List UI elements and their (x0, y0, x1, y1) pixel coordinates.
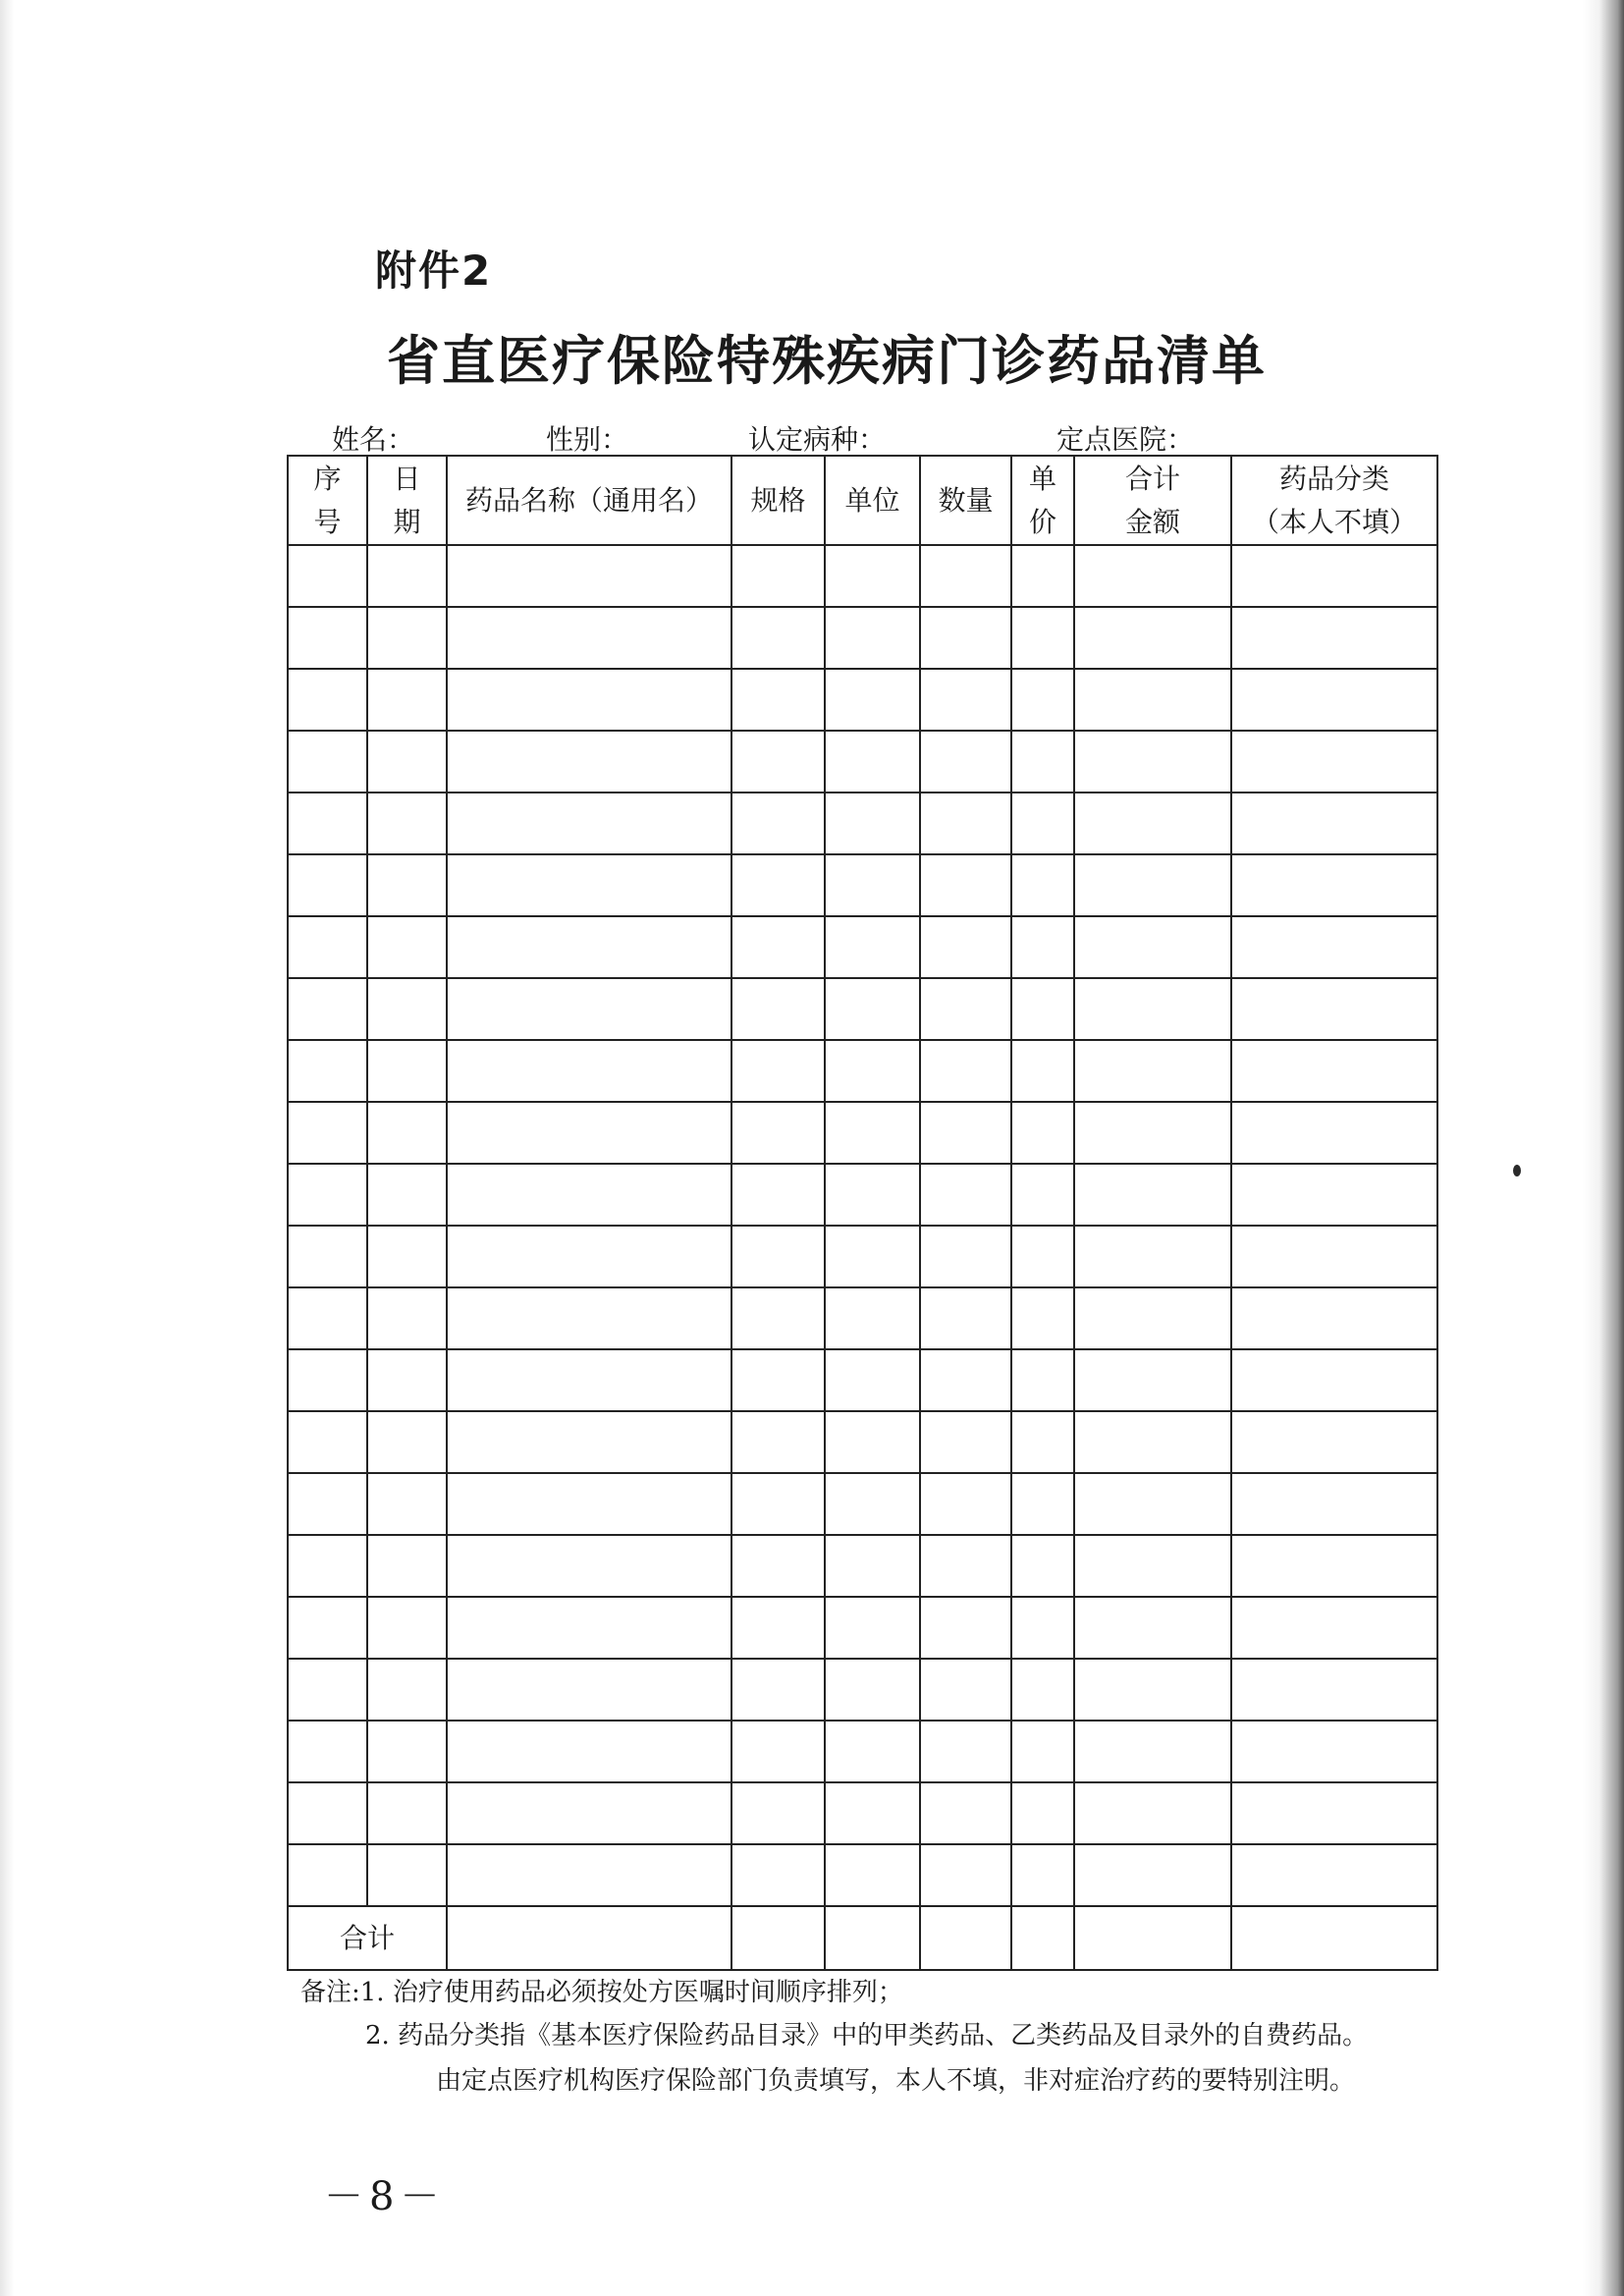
table-cell[interactable] (825, 1287, 920, 1349)
table-cell[interactable] (447, 669, 731, 731)
table-cell[interactable] (288, 1597, 367, 1659)
table-cell[interactable] (825, 854, 920, 916)
table-cell[interactable] (731, 1844, 825, 1906)
table-cell[interactable] (1074, 916, 1231, 978)
table-cell[interactable] (1074, 1535, 1231, 1597)
table-cell[interactable] (1074, 1102, 1231, 1164)
name-label: 姓名： (332, 423, 415, 456)
table-cell[interactable] (825, 1040, 920, 1102)
table-cell[interactable] (288, 1040, 367, 1102)
table-cell[interactable] (288, 916, 367, 978)
table-cell[interactable] (1011, 1287, 1074, 1349)
table-cell[interactable] (1074, 1349, 1231, 1411)
table-cell[interactable] (447, 1659, 731, 1721)
table-cell[interactable] (1074, 1040, 1231, 1102)
table-cell[interactable] (367, 1721, 447, 1782)
table-cell[interactable] (447, 1040, 731, 1102)
table-cell[interactable] (1011, 1411, 1074, 1473)
table-row (288, 1844, 1437, 1906)
table-cell[interactable] (1074, 1287, 1231, 1349)
table-cell[interactable] (288, 978, 367, 1040)
table-cell[interactable] (1231, 978, 1437, 1040)
table-cell[interactable] (731, 978, 825, 1040)
table-cell[interactable] (731, 1349, 825, 1411)
table-cell[interactable] (920, 1287, 1011, 1349)
col-header-drug-category (1231, 456, 1437, 545)
table-cell[interactable] (288, 1535, 367, 1597)
table-cell[interactable] (731, 545, 825, 607)
table-cell[interactable] (1011, 854, 1074, 916)
table-cell[interactable] (920, 607, 1011, 669)
table-cell[interactable] (920, 1164, 1011, 1226)
table-cell[interactable] (447, 916, 731, 978)
table-row (288, 978, 1437, 1040)
table-cell[interactable] (825, 1659, 920, 1721)
table-cell[interactable] (367, 1535, 447, 1597)
scan-speck (1513, 1165, 1521, 1176)
table-cell[interactable] (825, 545, 920, 607)
table-cell[interactable] (367, 916, 447, 978)
table-cell[interactable] (1231, 1102, 1437, 1164)
table-cell[interactable] (367, 1102, 447, 1164)
table-cell[interactable] (825, 916, 920, 978)
table-cell[interactable] (1011, 1721, 1074, 1782)
table-cell[interactable] (447, 545, 731, 607)
col-header-unit-price-line1: 单 (1028, 462, 1056, 495)
table-cell[interactable] (1231, 1287, 1437, 1349)
document-title: 省直医疗保险特殊疾病门诊药品清单 (387, 330, 1267, 392)
table-cell[interactable] (731, 1226, 825, 1287)
table-cell[interactable] (1231, 1411, 1437, 1473)
table-cell[interactable] (1011, 1102, 1074, 1164)
table-cell[interactable] (731, 1287, 825, 1349)
table-cell[interactable] (920, 1473, 1011, 1535)
table-cell[interactable] (367, 1164, 447, 1226)
drug-list-table (287, 455, 1438, 1971)
table-cell[interactable] (447, 1164, 731, 1226)
col-header-total-amount-line1: 合计 (1124, 462, 1180, 495)
table-cell[interactable] (1011, 978, 1074, 1040)
disease-label: 认定病种： (748, 423, 887, 456)
table-cell[interactable] (288, 1226, 367, 1287)
col-header-date (367, 456, 447, 545)
table-cell[interactable] (367, 1349, 447, 1411)
table-cell[interactable] (920, 1535, 1011, 1597)
total-cell[interactable] (825, 1906, 920, 1970)
table-cell[interactable] (367, 545, 447, 607)
table-cell[interactable] (731, 1597, 825, 1659)
note-line-3: 由定点医疗机构医疗保险部门负责填写，本人不填，非对症治疗药的要特别注明。 (436, 2066, 1356, 2096)
table-cell[interactable] (447, 1844, 731, 1906)
table-cell[interactable] (1011, 1164, 1074, 1226)
table-row (288, 1597, 1437, 1659)
table-cell[interactable] (1231, 793, 1437, 854)
attachment-label: 附件2 (375, 246, 493, 295)
table-cell[interactable] (288, 669, 367, 731)
table-cell[interactable] (1231, 607, 1437, 669)
table-cell[interactable] (447, 978, 731, 1040)
table-cell[interactable] (367, 1659, 447, 1721)
total-cell[interactable] (920, 1906, 1011, 1970)
table-cell[interactable] (731, 916, 825, 978)
table-cell[interactable] (447, 1782, 731, 1844)
table-cell[interactable] (1074, 669, 1231, 731)
table-cell[interactable] (1011, 731, 1074, 793)
table-cell[interactable] (1074, 545, 1231, 607)
gender-label: 性别： (546, 423, 629, 456)
hospital-label: 定点医院： (1056, 423, 1195, 456)
table-row (288, 731, 1437, 793)
table-cell[interactable] (447, 1535, 731, 1597)
table-cell[interactable] (447, 1349, 731, 1411)
table-cell[interactable] (920, 669, 1011, 731)
table-cell[interactable] (920, 978, 1011, 1040)
total-cell[interactable] (1231, 1906, 1437, 1970)
total-cell[interactable] (1011, 1906, 1074, 1970)
table-cell[interactable] (367, 1040, 447, 1102)
table-cell[interactable] (731, 1535, 825, 1597)
table-cell[interactable] (1074, 1411, 1231, 1473)
table-cell[interactable] (1231, 1659, 1437, 1721)
table-cell[interactable] (920, 731, 1011, 793)
table-cell[interactable] (731, 1164, 825, 1226)
total-row (288, 1906, 1437, 1970)
table-cell[interactable] (731, 1721, 825, 1782)
table-cell[interactable] (288, 1411, 367, 1473)
col-header-unit-price-line2: 价 (1028, 505, 1056, 538)
table-cell[interactable] (1231, 1040, 1437, 1102)
table-cell[interactable] (1011, 1597, 1074, 1659)
table-cell[interactable] (288, 1782, 367, 1844)
col-header-date-line2: 期 (393, 505, 421, 538)
table-cell[interactable] (825, 731, 920, 793)
table-cell[interactable] (731, 1102, 825, 1164)
total-cell[interactable] (1074, 1906, 1231, 1970)
table-cell[interactable] (825, 1164, 920, 1226)
table-cell[interactable] (920, 545, 1011, 607)
table-cell[interactable] (1011, 669, 1074, 731)
table-cell[interactable] (1231, 1721, 1437, 1782)
table-cell[interactable] (288, 545, 367, 607)
table-row (288, 1226, 1437, 1287)
table-cell[interactable] (447, 1721, 731, 1782)
table-cell[interactable] (825, 1721, 920, 1782)
table-cell[interactable] (1231, 916, 1437, 978)
table-cell[interactable] (1231, 1535, 1437, 1597)
table-header-row (288, 456, 1437, 545)
table-cell[interactable] (1074, 1164, 1231, 1226)
table-cell[interactable] (825, 978, 920, 1040)
table-cell[interactable] (920, 1659, 1011, 1721)
table-cell[interactable] (367, 793, 447, 854)
table-cell[interactable] (731, 669, 825, 731)
table-cell[interactable] (1231, 1782, 1437, 1844)
col-header-seq-line2: 号 (313, 505, 342, 538)
col-header-unit-price (1011, 456, 1074, 545)
table-row (288, 607, 1437, 669)
table-cell[interactable] (731, 1040, 825, 1102)
table-cell[interactable] (367, 854, 447, 916)
table-cell[interactable] (920, 1411, 1011, 1473)
total-cell[interactable] (447, 1906, 731, 1970)
table-cell[interactable] (447, 1102, 731, 1164)
table-cell[interactable] (447, 1411, 731, 1473)
table-cell[interactable] (1011, 1473, 1074, 1535)
table-cell[interactable] (731, 854, 825, 916)
table-cell[interactable] (825, 1473, 920, 1535)
table-cell[interactable] (1011, 545, 1074, 607)
table-row (288, 545, 1437, 607)
table-cell[interactable] (367, 1226, 447, 1287)
table-cell[interactable] (1011, 916, 1074, 978)
table-cell[interactable] (367, 1411, 447, 1473)
table-cell[interactable] (731, 1411, 825, 1473)
table-cell[interactable] (825, 1597, 920, 1659)
table-cell[interactable] (447, 607, 731, 669)
table-cell[interactable] (447, 1287, 731, 1349)
table-row (288, 916, 1437, 978)
table-cell[interactable] (447, 793, 731, 854)
table-cell[interactable] (288, 1164, 367, 1226)
total-label: 合计 (288, 1906, 447, 1970)
table-cell[interactable] (1011, 793, 1074, 854)
table-cell[interactable] (731, 731, 825, 793)
table-cell[interactable] (1011, 1782, 1074, 1844)
table-cell[interactable] (825, 607, 920, 669)
page-number: －8－ (324, 2174, 446, 2219)
table-row (288, 1782, 1437, 1844)
table-cell[interactable] (1074, 1226, 1231, 1287)
table-row (288, 669, 1437, 731)
table-cell[interactable] (1074, 978, 1231, 1040)
table-cell[interactable] (1011, 607, 1074, 669)
col-header-quantity: 数量 (920, 456, 1011, 545)
table-cell[interactable] (920, 916, 1011, 978)
table-cell[interactable] (1011, 1844, 1074, 1906)
table-cell[interactable] (920, 1782, 1011, 1844)
table-cell[interactable] (1231, 1597, 1437, 1659)
table-cell[interactable] (1074, 1721, 1231, 1782)
table-row (288, 1287, 1437, 1349)
table-cell[interactable] (1074, 854, 1231, 916)
table-cell[interactable] (825, 1411, 920, 1473)
table-cell[interactable] (825, 793, 920, 854)
table-cell[interactable] (288, 1102, 367, 1164)
table-cell[interactable] (920, 854, 1011, 916)
col-header-total-amount (1074, 456, 1231, 545)
table-cell[interactable] (731, 607, 825, 669)
col-header-unit: 单位 (825, 456, 920, 545)
table-cell[interactable] (1231, 1844, 1437, 1906)
table-cell[interactable] (920, 1102, 1011, 1164)
table-cell[interactable] (367, 1782, 447, 1844)
table-cell[interactable] (1231, 1473, 1437, 1535)
col-header-spec: 规格 (731, 456, 825, 545)
table-body (288, 545, 1437, 1906)
table-cell[interactable] (825, 1226, 920, 1287)
table-cell[interactable] (1011, 1226, 1074, 1287)
table-cell[interactable] (731, 793, 825, 854)
table-cell[interactable] (288, 854, 367, 916)
table-cell[interactable] (825, 1535, 920, 1597)
table-cell[interactable] (1011, 1040, 1074, 1102)
col-header-drug-name: 药品名称（通用名） (447, 456, 731, 545)
table-cell[interactable] (1074, 607, 1231, 669)
table-cell[interactable] (1074, 731, 1231, 793)
table-cell[interactable] (288, 731, 367, 793)
table-cell[interactable] (1011, 1659, 1074, 1721)
table-cell[interactable] (825, 1349, 920, 1411)
table-cell[interactable] (920, 1226, 1011, 1287)
table-cell[interactable] (288, 607, 367, 669)
table-cell[interactable] (367, 978, 447, 1040)
table-cell[interactable] (367, 607, 447, 669)
table-cell[interactable] (367, 669, 447, 731)
table-cell[interactable] (1231, 854, 1437, 916)
col-header-total-amount-line2: 金额 (1124, 505, 1180, 538)
table-cell[interactable] (731, 1473, 825, 1535)
table-row (288, 793, 1437, 854)
table-cell[interactable] (1074, 1844, 1231, 1906)
table-cell[interactable] (1231, 545, 1437, 607)
table-row (288, 854, 1437, 916)
table-row (288, 1411, 1437, 1473)
table-cell[interactable] (288, 793, 367, 854)
table-cell[interactable] (447, 1597, 731, 1659)
table-cell[interactable] (825, 669, 920, 731)
table-cell[interactable] (920, 1349, 1011, 1411)
col-header-seq-line1: 序 (313, 462, 342, 495)
table-cell[interactable] (920, 1040, 1011, 1102)
table-cell[interactable] (1231, 1226, 1437, 1287)
table-cell[interactable] (731, 1782, 825, 1844)
table-cell[interactable] (367, 731, 447, 793)
table-cell[interactable] (1231, 1164, 1437, 1226)
table-row (288, 1164, 1437, 1226)
table-row (288, 1349, 1437, 1411)
table-row (288, 1473, 1437, 1535)
table-cell[interactable] (288, 1473, 367, 1535)
col-header-seq (288, 456, 367, 545)
table-row (288, 1102, 1437, 1164)
table-cell[interactable] (447, 731, 731, 793)
table-cell[interactable] (920, 793, 1011, 854)
table-cell[interactable] (1074, 1659, 1231, 1721)
table-cell[interactable] (920, 1721, 1011, 1782)
table-cell[interactable] (288, 1659, 367, 1721)
table-row (288, 1535, 1437, 1597)
table-cell[interactable] (288, 1287, 367, 1349)
table-cell[interactable] (1231, 731, 1437, 793)
table-cell[interactable] (288, 1721, 367, 1782)
table-cell[interactable] (1074, 1473, 1231, 1535)
table-cell[interactable] (447, 854, 731, 916)
col-header-drug-category-line1: 药品分类 (1278, 462, 1389, 495)
table-cell[interactable] (367, 1473, 447, 1535)
table-cell[interactable] (731, 1659, 825, 1721)
table-cell[interactable] (1231, 669, 1437, 731)
note-line-1: 备注:1. 治疗使用药品必须按处方医嘱时间顺序排列； (300, 1978, 903, 2007)
col-header-date-line1: 日 (393, 462, 421, 495)
note-line-2: 2. 药品分类指《基本医疗保险药品目录》中的甲类药品、乙类药品及目录外的自费药品。 (365, 2021, 1369, 2050)
table-cell[interactable] (447, 1473, 731, 1535)
table-cell[interactable] (447, 1226, 731, 1287)
table-cell[interactable] (1231, 1349, 1437, 1411)
table-cell[interactable] (288, 1349, 367, 1411)
table-cell[interactable] (920, 1844, 1011, 1906)
table-cell[interactable] (1011, 1349, 1074, 1411)
table-cell[interactable] (1074, 1782, 1231, 1844)
table-cell[interactable] (1011, 1535, 1074, 1597)
total-cell[interactable] (731, 1906, 825, 1970)
table-row (288, 1040, 1437, 1102)
table-row (288, 1721, 1437, 1782)
table-cell[interactable] (288, 1844, 367, 1906)
table-cell[interactable] (825, 1782, 920, 1844)
table-cell[interactable] (920, 1597, 1011, 1659)
table-row (288, 1659, 1437, 1721)
table-cell[interactable] (1074, 793, 1231, 854)
table-cell[interactable] (367, 1844, 447, 1906)
table-cell[interactable] (825, 1844, 920, 1906)
col-header-drug-category-line2: （本人不填） (1251, 505, 1417, 538)
table-cell[interactable] (1074, 1597, 1231, 1659)
table-cell[interactable] (367, 1597, 447, 1659)
table-cell[interactable] (367, 1287, 447, 1349)
table-cell[interactable] (825, 1102, 920, 1164)
